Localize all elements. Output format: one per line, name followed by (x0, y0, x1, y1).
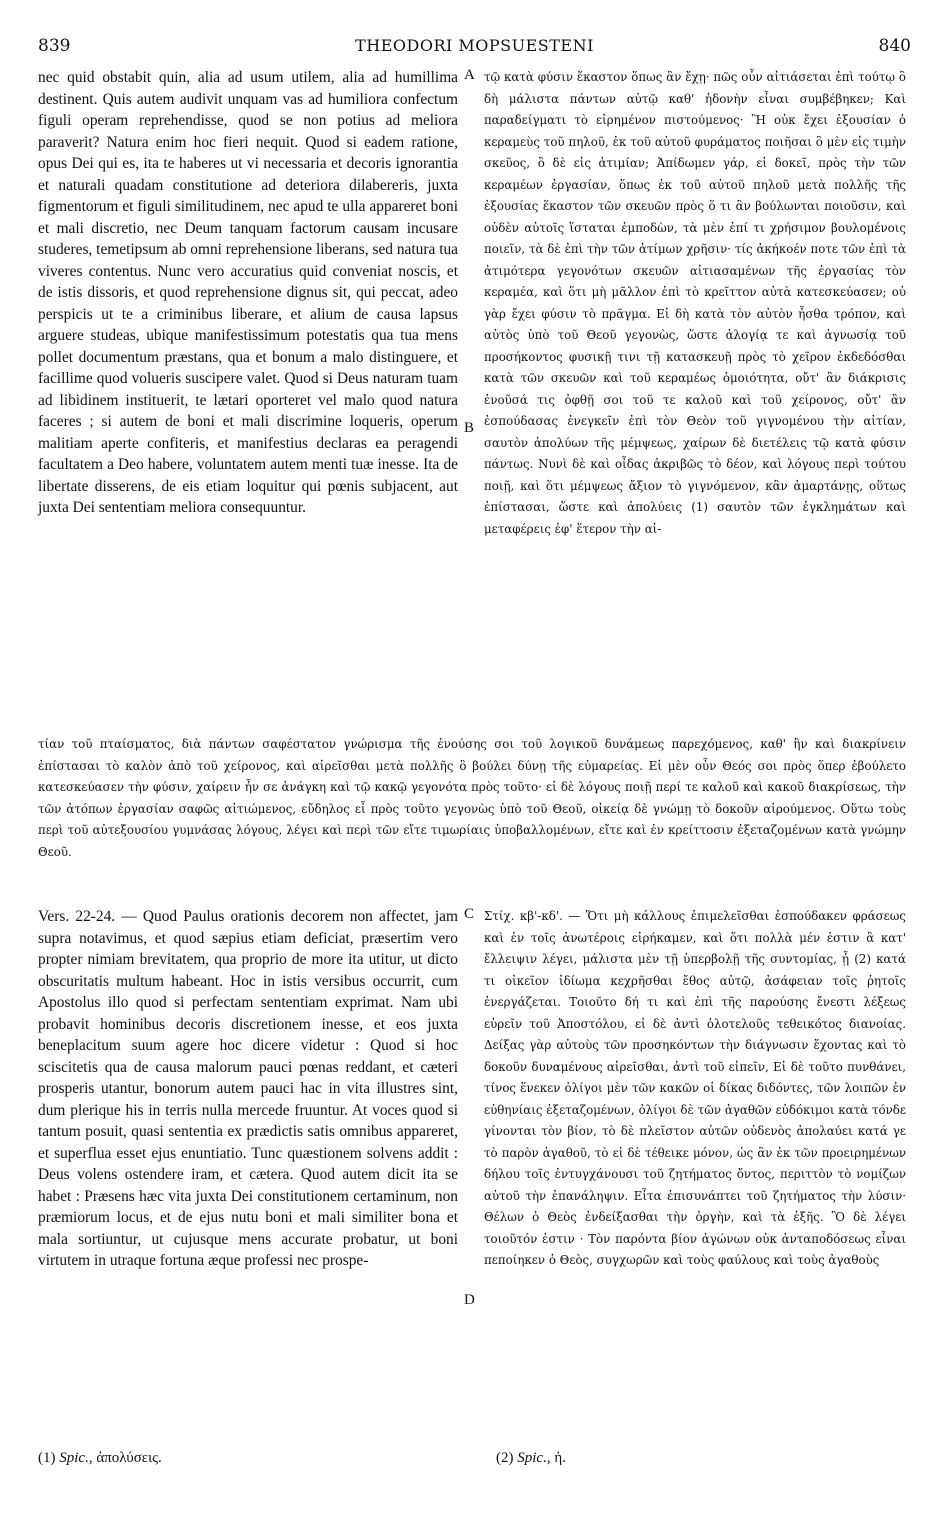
section-marker-d: D (464, 1292, 475, 1308)
greek-paragraph-bottom (484, 906, 906, 1272)
section-marker-b: B (464, 420, 475, 436)
footnote-2-number: (2) (496, 1450, 514, 1466)
section-marker-c: C (464, 906, 475, 922)
latin-column-top (38, 67, 458, 519)
page-number-left: 839 (38, 36, 71, 56)
latin-column-bottom (38, 906, 458, 1272)
footnote-2-source: Spic., (517, 1450, 551, 1466)
section-marker-a: A (464, 67, 475, 83)
greek-column-top (484, 67, 906, 540)
greek-bottom-text: — Ὅτι μὴ κάλλους ἐπιμελεῖσθαι ἐσπούδακεν φράσεως καὶ ἐν τοῖς ἀνωτέροις εἰρήκαμεν, καὶ ὅτι πολλὰ μέν ἐστιν ἃ κατ' ἔλλειψιν λέγει, μάλιστα μὲν τῇ ὑπερβολῇ τῆς συντομίας, ᾗ (2) κατά τι οἰκεῖον ἰδίωμα κεχρῆσθαι ἔθος αὐτῷ, ἀσάφειαν τοῖς ῥητοῖς ἐνεργάζεται. Τοιοῦτο δή τι καὶ ἐπὶ τῆς παρούσης ἔνεστι λέξεως εὑρεῖν τοῦ Ἀποστόλου, εἰ δὲ ἀντὶ ὁλοτελοῦς τεθεικότος διανοίας. Δείξας γὰρ αὐτοὺς τῶν προσηκόντων τὴν διάγνωσιν ἔχοντας καὶ τὸ δοκοῦν δυναμένους αἱρεῖσθαι, ἀντὶ τοῦ εἰπεῖν, Εἰ δὲ τοῦτο πυνθάνει, τίνος ἕνεκεν ὀλίγοι μὲν τῶν κακῶν οἱ δίκας διδόντες, τῶν λοιπῶν ἐν εὐθηνίαις ἐξεταζομένων, ὀλίγοι δὲ τῶν ἀγαθῶν εὐδόκιμοι κατὰ τόνδε γίνονται τὸν βίον, τὸ δὲ πλεῖστον αὐτῶν οὐδενὸς ἀπολαύει κατά γε τὸ παρὸν ἀγαθοῦ, τὸ εἰ δὲ τέθεικε μόνον, ὡς ἂν ἐκ τῶν προειρημένων δήλου τοῖς ἐντυγχάνουσι τοῦ ζητήματος ὄντος, περιττὸν τὸ νομίζων αὐτοῦ τὴν ἐπανάληψιν. Εἶτα ἐπισυνάπτει τοῦ ζητήματος τὴν λύσιν· Θέλων ὁ Θεὸς ἐνδείξασθαι τὴν ὀργὴν, καὶ τὰ ἑξῆς. Ὃ δὲ λέγει τοιοῦτόν ἐστιν · Τὸν παρόντα βίον ἀγώνων οὐκ ἀνταποδόσεως εἶναι πεποίηκεν ὁ Θεὸς, συγχωρῶν καὶ τοὺς φαύλους καὶ τοὺς ἀγαθοὺς (484, 909, 906, 1267)
greek-full-width-block (38, 734, 906, 863)
page-number-right: 840 (878, 36, 911, 56)
latin-paragraph-bottom (38, 906, 458, 1272)
running-header (38, 36, 911, 60)
footnote-1 (38, 1450, 162, 1467)
footnote-1-number: (1) (38, 1450, 56, 1466)
footnote-1-text: ἀπολύσεις. (96, 1450, 162, 1466)
running-title: THEODORI MOPSUESTENI (355, 36, 594, 55)
greek-paragraph-full: τίαν τοῦ πταίσματος, διὰ πάντων σαφέστατον γνώρισμα τῆς ἐνούσης σοι τοῦ λογικοῦ δυνάμεως παρεχόμενος, καθ' ἣν καὶ διακρίνειν ἐπίστασαι τὸ καλὸν ἀπὸ τοῦ χείρονος, καὶ αἱρεῖσθαι μετὰ πολλῆς ὃ βούλει δύνῃ τῆς εὐμαρείας. Εἰ μὲν οὖν Θεός σοι πρὸς ὅπερ ἐβούλετο κατεσκεύασεν τὴν φύσιν, χαίρειν ἦν σε ἀνάγκη καὶ τῷ κακῷ γεγονότα πρὸς τοῦτο· εἰ δὲ λόγους ποιῇ περί τε καλοῦ καὶ κακοῦ διακρίσεως, τὴν τῶν ἀτόπων ἐργασίαν σαφῶς αἰτιώμενος, εὔδηλος εἶ πρὸς τοῦτο γεγονὼς ὑπὸ τοῦ Θεοῦ, οἰκείᾳ δὲ γνώμῃ τὸ δοκοῦν αἱρούμενος. Οὕτω τοὺς περὶ τοῦ αὐτεξουσίου γυμνάσας λόγους, λέγει καὶ περὶ τῶν εἴτε τιμωρίαις ὑποβαλλομένων, εἴτε καὶ ἐν κρείττοσιν ἐξεταζομένων κατὰ γνώμην Θεοῦ. (38, 737, 906, 859)
footnote-2 (496, 1450, 566, 1467)
verse-label-greek: Στίχ. κβ'-κδ'. (484, 909, 563, 923)
latin-paragraph-top: nec quid obstabit quin, alia ad usum utilem, alia ad humillima destinent. Quis autem audivit unquam vas ad humiliora confectum figuli operam reprehendisse, quod se non potius ad meliora paraverit? Natura enim hoc fieri nequit. Quod si eadem ratione, opus Dei qui es, ita te haberes ut vi necessaria et decoris ignorantia et naturali quadam constitutione ad deteriora dilabereris, juxta figmentorum et figuli similitudinem, nec apud te ulla appareret boni et mali discretio, nec Deum tanquam factorum causam incusare studeres, temetipsum ab omni reprehensione liberans, sed natura tua viveres contentus. Nunc vero accuratius quid conveniat noscis, et de istis dissoris, et quod reprehensione dignus sit, qui peccat, adeo perspicis ut te a criminibus liberare, et alium de causa lapsus arguere studeas, ubique manifestissimum potestatis qua tua mens pollet documentum præstans, qua et bonum a malo distinguere, et facillime quod volueris suscipere valet. Quod si Deus naturam tuam ad libidinem instituerit, te lætari oporteret vel malo quod natura faceres ; si autem de boni et mali discrimine loqueris, operum malitiam aperte confiteris, et manifestius declaras ea peragendi facultatem a Deo habere, voluntatem autem menti tuæ inesse. Ita de libertate disserens, de eis etiam loquitur qui pœnis subjacent, aut juxta Dei sententiam meliora consequuntur. (38, 69, 458, 516)
latin-bottom-text: — Quod Paulus orationis decorem non affectet, jam supra notavimus, et quod sæpius etiam deficiat, præsertim vero propter nimiam brevitatem, qua proprio de more ita utitur, ut dicto obscuritatis multum habeant. Hoc in istis versibus occurrit, cum Apostolus illo quod si perfectam sententiam exprimat. Nam ubi probavit hominibus decoris discretionem inesse, et eos juxta beneplacitum suum agere hoc dicere videtur : Quod si hoc sciscitetis qua de causa malorum pauci pœnas reddant, et cæteri prosperis utantur, bonorum autem pauci hac in vita illustres sint, dum plerique his in terris nulla mercede fruuntur. At voces quod si tantum posuit, quasi sententia ex prædictis satis omnibus appareret, et superflua esset ejus enuntiatio. Tunc quæstionem solvens addit : Deus volens ostendere iram, et cætera. Quod autem dicit ita se habet : Præsens hæc vita juxta Dei constitutionem certaminum, non præmiorum locus, et de ejus nutu boni et mali similiter bona et mala sortiuntur, ut cujusque mens accurate probatur, ut boni virtutem in utraque fortuna æque professi nec prospe- (38, 908, 458, 1269)
greek-column-bottom (484, 906, 906, 1272)
greek-paragraph-top: τῷ κατὰ φύσιν ἕκαστον ὅπως ἂν ἔχῃ· πῶς οὖν αἰτιάσεται ἐπὶ τούτῳ ὃ δὴ μάλιστα πάντων αὐτῷ καθ' ἡδονὴν εἶναι συμβέβηκεν; Καὶ παραδείγματι τὸ εἰρημένον πιστούμενος· Ἢ οὐκ ἔχει ἐξουσίαν ὁ κεραμεὺς τοῦ πηλοῦ, ἐκ τοῦ αὐτοῦ φυράματος ποιῆσαι ὃ μὲν εἰς τιμὴν σκεῦος, ὃ δὲ εἰς ἀτιμίαν; Ἀπίδωμεν γάρ, εἰ δοκεῖ, πρὸς τὴν τῶν κεραμέων ἐργασίαν, ὅπως ἐκ τοῦ αὐτοῦ πηλοῦ μετὰ πολλῆς τῆς ἐξουσίας ἕκαστον τῶν σκευῶν πρὸς ὅ τι ἂν βούλωνται ποιοῦσιν, καὶ οὐδὲν αὐτοῖς ἵσταται ἐμποδὼν, τὰ μὲν ἐπί τι χρήσιμον βουλομένοις ποιεῖν, τὰ δὲ ἐπὶ τὴν τῶν ἀτίμων χρῆσιν· τίς ἀκήκοέν ποτε τῶν ἐπὶ τὰ ἀτιμότερα γεγονότων σκευῶν αἰτιασαμένων τῆς ἐργασίας τὸν κεραμέα, καὶ ὅτι μὴ μᾶλλον ἐπὶ τὸ κρεῖττον αὐτὰ κατεσκεύασεν; οὐ γὰρ ἔχει φύσιν τὸ πρᾶγμα. Εἰ δὴ κατὰ τὸν αὐτὸν ἦσθα τρόπον, καὶ αὐτὸς ὑπὸ τοῦ Θεοῦ γεγονὼς, ὥστε ἀλογίᾳ τε καὶ ἀγνωσίᾳ τοῦ προσήκοντος φυσικῇ τινι τῇ κατασκευῇ πρὸς τὸ χεῖρον ἐκδεδόσθαι κατὰ τῶν σκευῶν καὶ τοῦ κεραμέως ὁμοιότητα, οὔτ' ἂν διάκρισις ἐνοῦσά τις ὀφθῇ σοι τοῦ τε καλοῦ καὶ τοῦ χείρονος, οὔτ' ἂν ἐσπούδασας ἐνεγκεῖν ἐπὶ τὸν Θεὸν τοῦ γιγνομένου τὴν αἰτίαν, σαυτὸν ἀπολύων τῆς μέμψεως, χαίρων δὲ διετέλεις τῷ κατὰ φύσιν πάντως. Νυνὶ δὲ καὶ οἶδας ἀκριβῶς τὸ δέον, καὶ λόγους περὶ τούτου ποιῇ, καὶ ὅτι μέμψεως ἄξιον τὸ γιγνόμενον, κἂν ἁμαρτάνῃς, οὕτως ἐπίστασαι, ὥστε καὶ ἀπολύεις (1) σαυτὸν τῶν ἐγκλημάτων καὶ μεταφέρεις ἐφ' ἕτερον τὴν αἰ- (484, 70, 906, 536)
footnote-1-source: Spic., (59, 1450, 93, 1466)
verse-label-latin: Vers. 22-24. (38, 908, 116, 925)
footnote-2-text: ἡ. (554, 1450, 566, 1466)
